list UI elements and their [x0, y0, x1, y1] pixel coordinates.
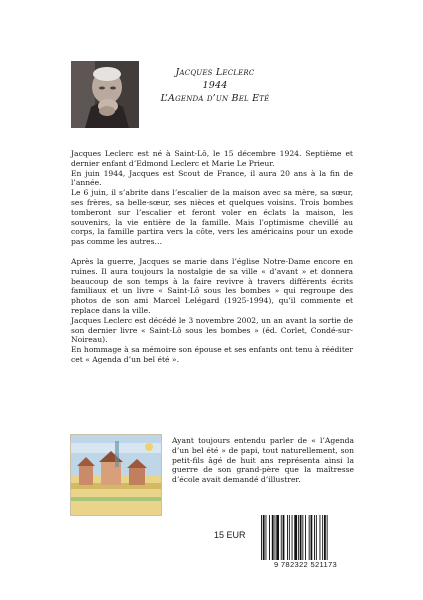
barcode-bar: [289, 515, 290, 561]
barcode-bar: [320, 515, 321, 561]
barcode-bar: [292, 515, 293, 561]
biography-text: [71, 149, 353, 365]
barcode-bar: [314, 515, 315, 561]
barcode-bar: [272, 515, 274, 561]
barcode-bar: [324, 515, 326, 561]
barcode-bar: [287, 515, 288, 561]
paragraph-homage: En hommage à sa mémoire son épouse et ses enfants ont tenu à rééditer cet « Agenda d’un bel été ».: [71, 345, 353, 364]
barcode-bars: [257, 515, 354, 561]
barcode-bar: [302, 515, 303, 561]
drawing-caption: [172, 436, 354, 485]
price-label: 15 EUR: [214, 530, 246, 540]
barcode-bar: [316, 515, 317, 561]
barcode-bar: [305, 515, 306, 561]
child-drawing: [70, 434, 162, 516]
barcode-bar: [276, 515, 279, 561]
barcode-bar: [269, 515, 270, 561]
barcode-bar: [300, 515, 302, 561]
barcode-bar: [311, 515, 313, 561]
barcode-bar: [261, 515, 262, 561]
barcode-bar: [281, 515, 282, 561]
book-title: [145, 66, 285, 105]
author-photo: [71, 61, 139, 128]
book-subtitle: L’Agenda d’un Bel Eté: [160, 93, 270, 104]
barcode-bar: [309, 515, 310, 561]
title-year: 1944: [202, 80, 228, 91]
paragraph-birth: Jacques Leclerc est né à Saint-Lô, le 15 décembre 1924. Septième et dernier enfant d’Edmond Leclerc et Marie Le Prieur.: [71, 149, 353, 168]
paragraph-death: Jacques Leclerc est décédé le 3 novembre 2002, un an avant la sortie de son dernier livre « Saint-Lô sous les bombes » (éd. Corlet, Condé-sur-Noireau).: [71, 315, 353, 345]
isbn-barcode: [257, 515, 354, 571]
barcode-digits: 9 782322 521173: [257, 560, 354, 569]
barcode-bar: [263, 515, 265, 561]
paragraph-bombing: Le 6 juin, il s’abrite dans l’escalier de la maison avec sa mère, sa sœur, ses frères, sa belle-sœur, ses nièces et quelques voisins. Trois bombes tomberont sur l’escalier et feront voler en éclats la maison, les souvenirs, la vie entière de la famille. Mais l’optimisme chevillé au corps, la famille partira vers la côte, vers les américains pour un exode pas comme les autres…: [71, 188, 353, 247]
barcode-bar: [266, 515, 267, 561]
barcode-bar: [275, 515, 276, 561]
author-name: Jacques Leclerc: [175, 67, 255, 78]
barcode-bar: [327, 515, 328, 561]
paragraph-june-1944: En juin 1944, Jacques est Scout de France, il aura 20 ans à la fin de l’année.: [71, 168, 353, 188]
barcode-bar: [298, 515, 299, 561]
barcode-bar: [322, 515, 323, 561]
drawing-caption-text: Ayant toujours entendu parler de « l’Agenda d’un bel été » de papi, tout naturellement, son petit-fils âgé de huit ans représenta ainsi la guerre de son grand-père que la maîtresse d’école avait demandé d’illustrer.: [172, 436, 354, 485]
paragraph-after-war: Après la guerre, Jacques se marie dans l’église Notre-Dame encore en ruines. Il aura toujours la nostalgie de sa ville « d’avant » et donnera beaucoup de son temps à la faire revivre à travers différents écrits familiaux et un livre « Saint-Lô sous les bombes » qui regroupe des photos de son ami Marcel Lelégard (1925-1994), qu’il commente et replace dans la ville.: [71, 256, 353, 315]
barcode-bar: [294, 515, 297, 561]
barcode-bar: [283, 515, 285, 561]
